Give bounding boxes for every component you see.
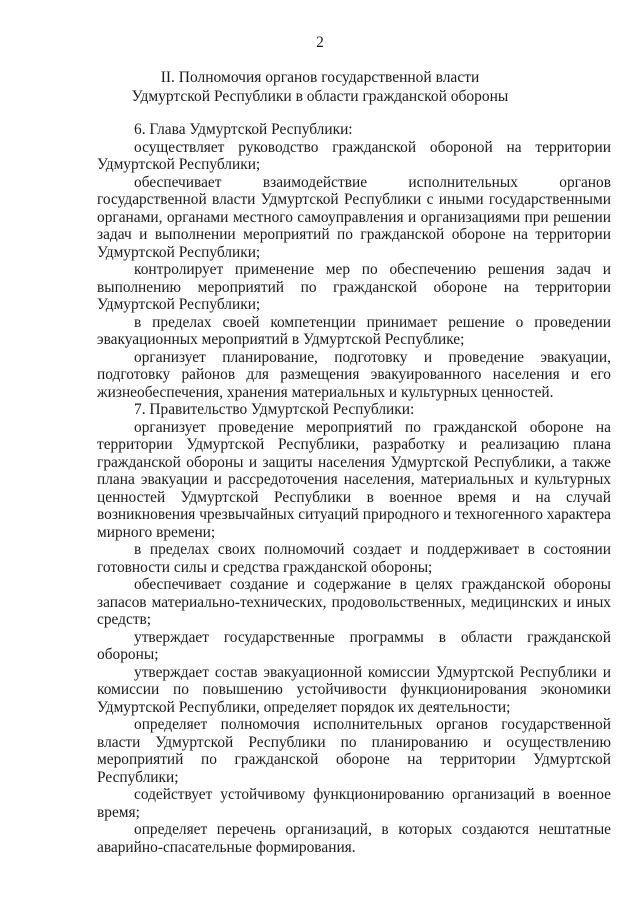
paragraph: обеспечивает взаимодействие исполнительных органов государственной власти Удмуртской Республики с иными государственными органами, органами местного самоуправления и организациями при решении задач и выполнении мероприятий по гражданской обороне на территории Удмуртской Республики;: [97, 173, 611, 261]
paragraph-item-7-heading: 7. Правительство Удмуртской Республики:: [134, 401, 415, 418]
paragraph: содействует устойчивому функционированию организаций в военное время;: [97, 786, 611, 821]
paragraph: определяет перечень организаций, в которых создаются нештатные аварийно-спасательные формирования.: [97, 821, 611, 856]
paragraph: утверждает государственные программы в области гражданской обороны;: [97, 628, 611, 663]
paragraph: осуществляет руководство гражданской обороной на территории Удмуртской Республики;: [97, 138, 611, 173]
section-heading-line-2: Удмуртской Республики в области гражданской обороны: [131, 88, 509, 105]
paragraph-item-6-heading: 6. Глава Удмуртской Республики:: [134, 121, 353, 138]
paragraph: определяет полномочия исполнительных органов государственной власти Удмуртской Республики по планированию и осуществлению мероприятий по гражданской обороне на территории Удмуртской Республики;: [97, 716, 611, 786]
paragraph: контролирует применение мер по обеспечению решения задач и выполнению мероприятий по гражданской обороне на территории Удмуртской Республики;: [97, 261, 611, 313]
paragraph: в пределах своей компетенции принимает решение о проведении эвакуационных мероприятий в Удмуртской Республике;: [97, 313, 611, 348]
section-heading-line-1: II. Полномочия органов государственной власти: [160, 69, 480, 86]
document-body: [97, 121, 611, 856]
paragraph: в пределах своих полномочий создает и поддерживает в состоянии готовности силы и средства гражданской обороны;: [97, 541, 611, 576]
paragraph: утверждает состав эвакуационной комиссии Удмуртской Республики и комиссии по повышению устойчивости функционирования экономики Удмуртской Республики, определяет порядок их деятельности;: [97, 663, 611, 716]
paragraph: организует планирование, подготовку и проведение эвакуации, подготовку районов для размещения эвакуированного населения и его жизнеобеспечения, хранения материальных и культурных ценностей.: [97, 348, 611, 401]
paragraph: организует проведение мероприятий по гражданской обороне на территории Удмуртской Республики, разработку и реализацию плана гражданской обороны и защиты населения Удмуртской Республики, а также плана эвакуации и рассредоточения населения, материальных и культурных ценностей Удмуртской Республики в военное время и на случай возникновения чрезвычайных ситуаций природного и техногенного характера мирного времени;: [97, 418, 611, 541]
section-heading: [0, 68, 640, 106]
page-number: 2: [316, 34, 324, 51]
paragraph: обеспечивает создание и содержание в целях гражданской обороны запасов материально-технических, продовольственных, медицинских и иных средств;: [97, 576, 611, 628]
